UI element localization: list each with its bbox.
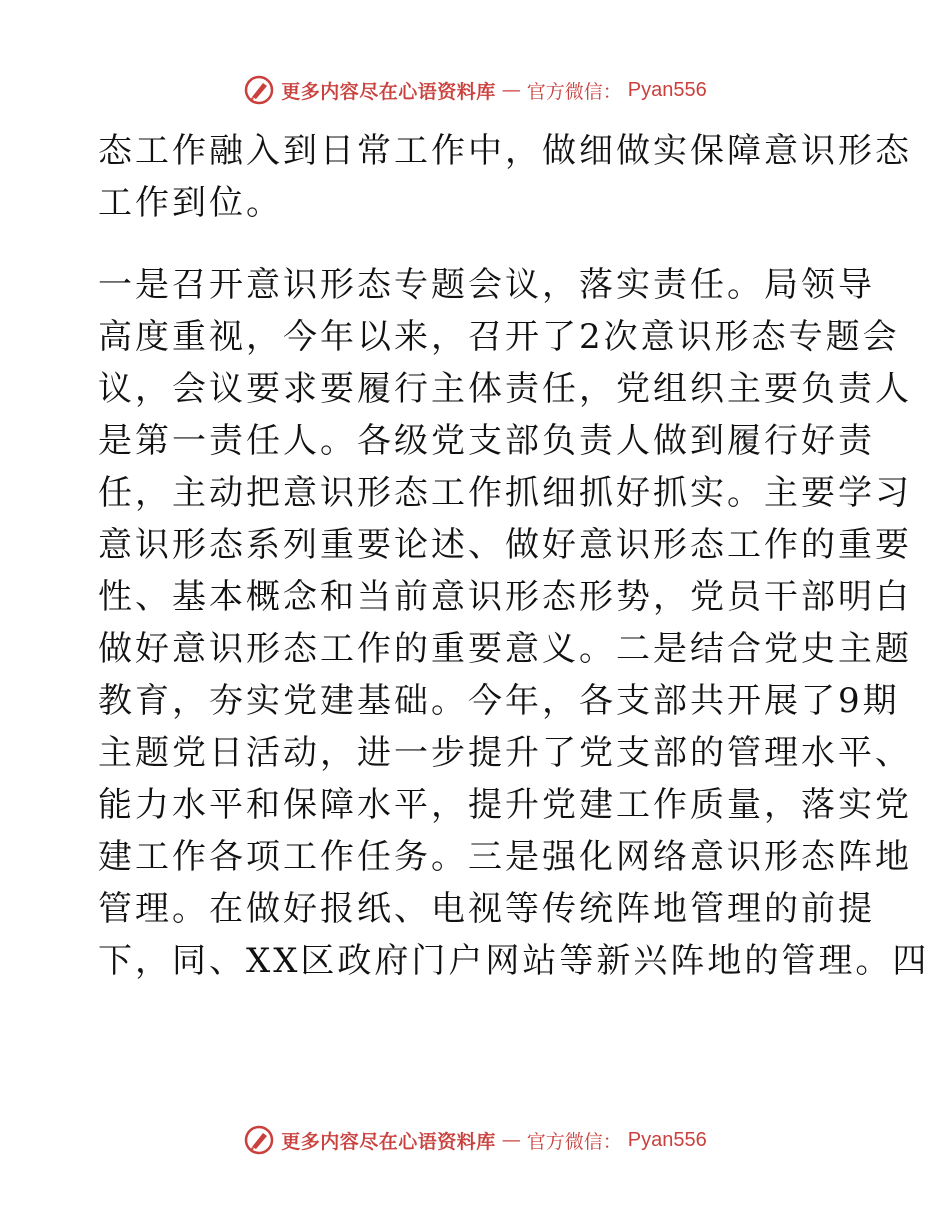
- text-line: 是第一责任人。各级党支部负责人做到履行好责: [98, 421, 875, 461]
- text-line: 教育，夯实党建基础。今年，各支部共开展了9期: [98, 681, 900, 721]
- text-line: 一是召开意识形态专题会议，落实责任。局领导: [98, 265, 875, 305]
- text-line: 能力水平和保障水平，提升党建工作质量，落实党: [98, 785, 912, 825]
- quill-logo-icon: [243, 1124, 275, 1156]
- watermark-official-label: 官方微信：: [526, 80, 622, 103]
- text-line: 管理。在做好报纸、电视等传统阵地管理的前提: [98, 889, 875, 929]
- text-line: 任，主动把意识形态工作抓细抓好抓实。主要学习: [98, 473, 912, 513]
- paragraph-1: [98, 125, 912, 229]
- watermark-main-text: 更多内容尽在心语资料库: [281, 1130, 496, 1153]
- watermark-dash: —: [501, 1129, 521, 1151]
- text-line: 做好意识形态工作的重要意义。二是结合党史主题: [98, 629, 912, 669]
- text-line: 意识形态系列重要论述、做好意识形态工作的重要: [98, 525, 912, 565]
- watermark-main-text: 更多内容尽在心语资料库: [281, 80, 496, 103]
- text-line: 议，会议要求要履行主体责任，党组织主要负责人: [98, 369, 912, 409]
- text-line: 性、基本概念和当前意识形态形势，党员干部明白: [98, 577, 912, 617]
- text-line: 下，同、XX区政府门户网站等新兴阵地的管理。四: [98, 941, 930, 981]
- paragraph-2: [98, 259, 930, 987]
- text-line: 主题党日活动，进一步提升了党支部的管理水平、: [98, 733, 912, 773]
- watermark-dash: —: [501, 79, 521, 101]
- watermark-official-label: 官方微信：: [526, 1130, 622, 1153]
- footer-watermark: [0, 1120, 950, 1160]
- watermark-wechat-id: Pyan556: [627, 1128, 707, 1151]
- text-line: 高度重视，今年以来，召开了2次意识形态专题会: [98, 317, 900, 357]
- header-watermark: [0, 70, 950, 110]
- quill-logo-icon: [243, 74, 275, 106]
- text-line: 态工作融入到日常工作中，做细做实保障意识形态: [98, 131, 912, 171]
- watermark-wechat-id: Pyan556: [627, 78, 707, 101]
- text-line: 工作到位。: [98, 183, 283, 223]
- text-line: 建工作各项工作任务。三是强化网络意识形态阵地: [98, 837, 912, 877]
- document-body: [98, 125, 930, 987]
